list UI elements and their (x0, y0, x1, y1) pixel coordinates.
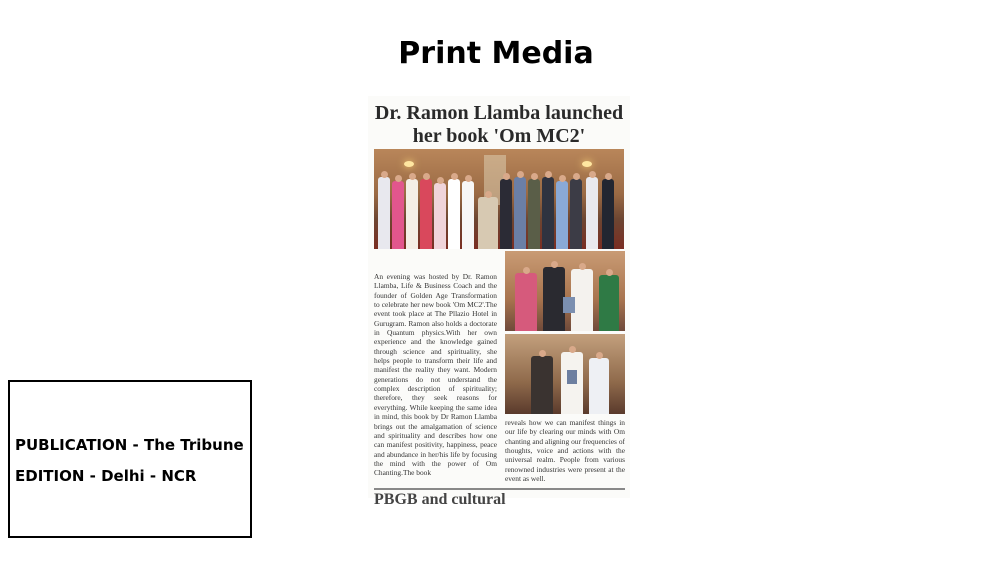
edition-label: EDITION - Delhi - NCR (15, 467, 197, 485)
group-photo (374, 149, 624, 249)
headline-line-2: her book 'Om MC2' (412, 125, 586, 147)
publication-label: PUBLICATION - The Tribune (15, 436, 244, 454)
article-body-left: An evening was hosted by Dr. Ramon Llamba, Life & Business Coach and the founder of Golden Age Transformation to celebrate her new book 'Om MC2'.The event took place at The Pllazio Hotel in Gurugram. Ramon also holds a doctorate in Quantum physics.With her own experience and the knowledge gained through science and spirituality, she helps people to transform their life and manifest the reality they want. Modern generations do not understand the complex description of spirituality; therefore, they seek reasons for everything. While keeping the same idea in mind, this book by Dr Ramon Llamba brings out the amalgamation of science and spirituality and describes how one can manifest positivity, happiness, peace and abundance in her/his life by focusing the mind with the power of Om Chanting.The book (374, 272, 497, 478)
newspaper-clipping (368, 96, 630, 508)
publication-info-box (8, 380, 252, 538)
next-article-headline: PBGB and cultural (374, 491, 506, 508)
column-divider (374, 488, 625, 490)
book-launch-photo-1 (505, 251, 625, 331)
headline-line-1: Dr. Ramon Llamba launched (374, 102, 624, 124)
article-body-right: reveals how we can manifest things in our life by clearing our minds with Om chanting and aligning our frequencies of thoughts, voice and actions with the universal realm. People from various renowned industries were present at the event as well. (505, 418, 625, 484)
clipping-headline (368, 102, 630, 148)
page-title: Print Media (398, 36, 594, 71)
book-launch-photo-2 (505, 334, 625, 414)
